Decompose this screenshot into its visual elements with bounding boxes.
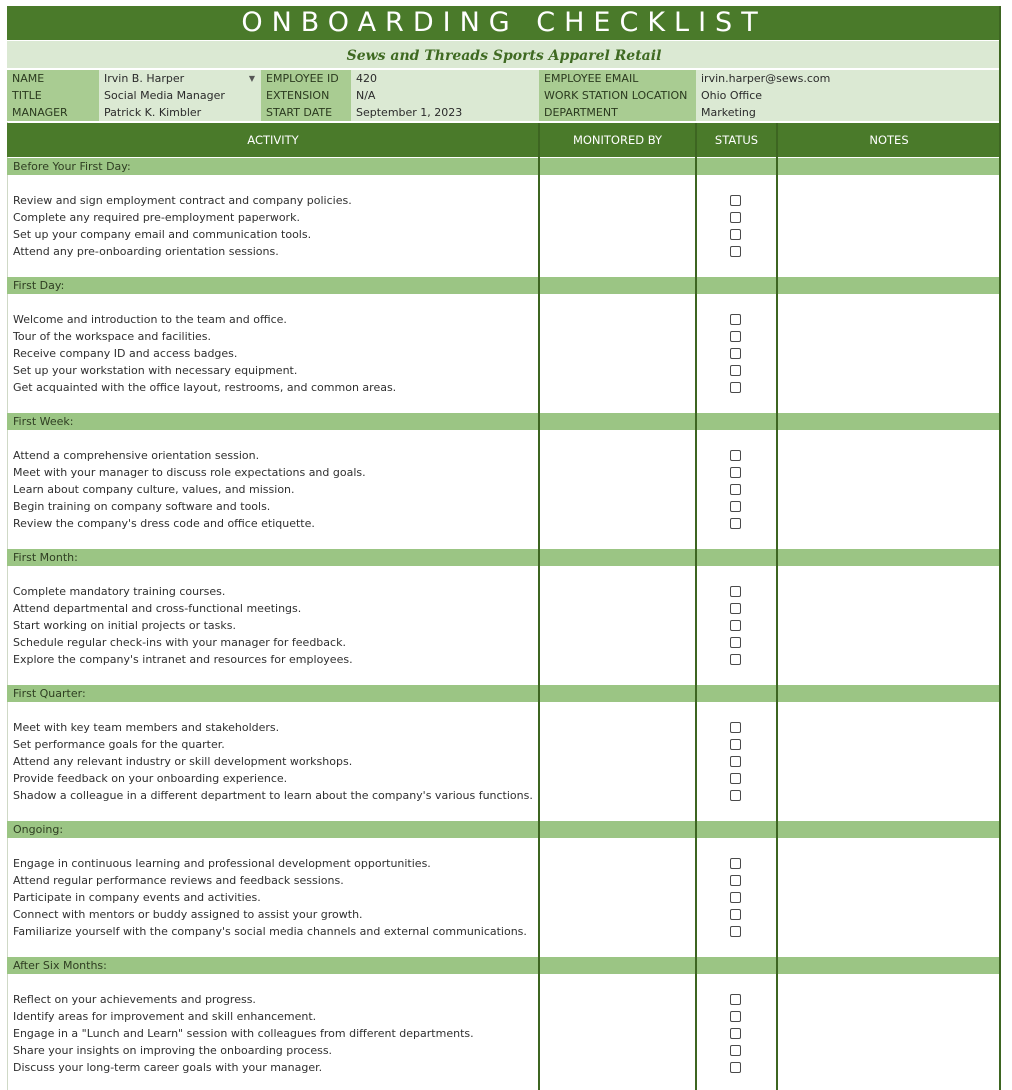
employee-email-label: EMPLOYEE EMAIL <box>539 70 696 87</box>
checklist-item: Review the company's dress code and office etiquette. <box>13 517 315 530</box>
section-header: After Six Months: <box>7 957 1001 974</box>
checklist-item: Receive company ID and access badges. <box>13 347 238 360</box>
checklist-item: Tour of the workspace and facilities. <box>13 330 211 343</box>
status-checkbox[interactable] <box>730 518 741 529</box>
checklist-item: Provide feedback on your onboarding experience. <box>13 772 288 785</box>
page-title: ONBOARDING CHECKLIST <box>7 6 1001 40</box>
column-divider <box>695 123 697 1090</box>
checklist-item: Meet with your manager to discuss role expectations and goals. <box>13 466 366 479</box>
name-label: NAME <box>7 70 99 87</box>
extension-value[interactable]: N/A <box>351 87 539 104</box>
name-dropdown[interactable] <box>99 70 261 87</box>
checklist-item: Engage in a "Lunch and Learn" session with colleagues from different departments. <box>13 1027 474 1040</box>
status-checkbox[interactable] <box>730 739 741 750</box>
sheet-right-border <box>999 6 1001 1090</box>
checklist-item: Discuss your long-term career goals with your manager. <box>13 1061 323 1074</box>
status-checkbox[interactable] <box>730 926 741 937</box>
status-checkbox[interactable] <box>730 875 741 886</box>
status-checkbox[interactable] <box>730 858 741 869</box>
status-checkbox[interactable] <box>730 1011 741 1022</box>
status-checkbox[interactable] <box>730 790 741 801</box>
status-checkbox[interactable] <box>730 637 741 648</box>
work-station-label: WORK STATION LOCATION <box>539 87 696 104</box>
checklist-item: Get acquainted with the office layout, restrooms, and common areas. <box>13 381 397 394</box>
checklist-item: Attend regular performance reviews and feedback sessions. <box>13 874 344 887</box>
status-checkbox[interactable] <box>730 484 741 495</box>
checklist-item: Welcome and introduction to the team and office. <box>13 313 287 326</box>
status-checkbox[interactable] <box>730 246 741 257</box>
status-checkbox[interactable] <box>730 382 741 393</box>
checklist-item: Identify areas for improvement and skill enhancement. <box>13 1010 317 1023</box>
status-checkbox[interactable] <box>730 501 741 512</box>
extension-label: EXTENSION <box>261 87 351 104</box>
name-value: Irvin B. Harper <box>104 72 185 85</box>
status-checkbox[interactable] <box>730 756 741 767</box>
checklist-item: Engage in continuous learning and professional development opportunities. <box>13 857 431 870</box>
checklist-item: Set up your workstation with necessary equipment. <box>13 364 298 377</box>
checklist-item: Attend any pre-onboarding orientation sessions. <box>13 245 279 258</box>
employee-info-block <box>7 70 1001 122</box>
department-value[interactable]: Marketing <box>696 104 1001 121</box>
status-checkbox[interactable] <box>730 212 741 223</box>
status-checkbox[interactable] <box>730 773 741 784</box>
status-checkbox[interactable] <box>730 467 741 478</box>
checklist-item: Complete mandatory training courses. <box>13 585 226 598</box>
checklist-item: Connect with mentors or buddy assigned to assist your growth. <box>13 908 363 921</box>
checklist-item: Participate in company events and activities. <box>13 891 261 904</box>
onboarding-checklist-sheet <box>7 6 1001 1090</box>
status-checkbox[interactable] <box>730 586 741 597</box>
checklist-item: Schedule regular check-ins with your manager for feedback. <box>13 636 346 649</box>
checklist-item: Familiarize yourself with the company's social media channels and external communications. <box>13 925 527 938</box>
work-station-value[interactable]: Ohio Office <box>696 87 1001 104</box>
checklist-item: Complete any required pre-employment paperwork. <box>13 211 300 224</box>
employee-id-label: EMPLOYEE ID <box>261 70 351 87</box>
section-header: First Quarter: <box>7 685 1001 702</box>
checklist-item: Begin training on company software and tools. <box>13 500 271 513</box>
status-checkbox[interactable] <box>730 348 741 359</box>
status-checkbox[interactable] <box>730 1028 741 1039</box>
column-divider <box>538 123 540 1090</box>
section-header: First Month: <box>7 549 1001 566</box>
checklist-item: Set performance goals for the quarter. <box>13 738 225 751</box>
checklist-item: Learn about company culture, values, and mission. <box>13 483 295 496</box>
status-checkbox[interactable] <box>730 994 741 1005</box>
checklist-item: Reflect on your achievements and progress. <box>13 993 256 1006</box>
section-header: Ongoing: <box>7 821 1001 838</box>
manager-value[interactable]: Patrick K. Kimbler <box>99 104 261 121</box>
checklist-item: Review and sign employment contract and company policies. <box>13 194 352 207</box>
employee-id-value[interactable]: 420 <box>351 70 539 87</box>
title-value[interactable]: Social Media Manager <box>99 87 261 104</box>
section-header: Before Your First Day: <box>7 158 1001 175</box>
status-checkbox[interactable] <box>730 1045 741 1056</box>
checklist-item: Meet with key team members and stakeholders. <box>13 721 280 734</box>
manager-label: MANAGER <box>7 104 99 121</box>
checklist-item: Start working on initial projects or tasks. <box>13 619 236 632</box>
table-header <box>7 123 1001 157</box>
checklist-item: Attend a comprehensive orientation session. <box>13 449 260 462</box>
monitored-by-column-header: MONITORED BY <box>572 133 663 147</box>
status-checkbox[interactable] <box>730 365 741 376</box>
status-checkbox[interactable] <box>730 603 741 614</box>
status-checkbox[interactable] <box>730 314 741 325</box>
title-label: TITLE <box>7 87 99 104</box>
status-checkbox[interactable] <box>730 722 741 733</box>
status-checkbox[interactable] <box>730 229 741 240</box>
column-divider <box>776 123 778 1090</box>
start-date-label: START DATE <box>261 104 351 121</box>
status-checkbox[interactable] <box>730 331 741 342</box>
company-subtitle: Sews and Threads Sports Apparel Retail <box>7 40 1001 70</box>
status-column-header: STATUS <box>714 133 759 147</box>
section-header: First Week: <box>7 413 1001 430</box>
status-checkbox[interactable] <box>730 654 741 665</box>
department-label: DEPARTMENT <box>539 104 696 121</box>
activity-column-header: ACTIVITY <box>247 133 299 147</box>
start-date-value[interactable]: September 1, 2023 <box>351 104 539 121</box>
checklist-item: Attend departmental and cross-functional meetings. <box>13 602 302 615</box>
employee-email-value[interactable]: irvin.harper@sews.com <box>696 70 1001 87</box>
notes-column-header: NOTES <box>869 133 909 147</box>
checklist-item: Attend any relevant industry or skill development workshops. <box>13 755 353 768</box>
checklist-item: Share your insights on improving the onboarding process. <box>13 1044 333 1057</box>
status-checkbox[interactable] <box>730 909 741 920</box>
status-checkbox[interactable] <box>730 620 741 631</box>
dropdown-arrow-icon[interactable]: ▼ <box>248 74 255 83</box>
status-checkbox[interactable] <box>730 195 741 206</box>
status-checkbox[interactable] <box>730 892 741 903</box>
checklist-item: Set up your company email and communication tools. <box>13 228 312 241</box>
section-header: First Day: <box>7 277 1001 294</box>
status-checkbox[interactable] <box>730 450 741 461</box>
status-checkbox[interactable] <box>730 1062 741 1073</box>
checklist-item: Explore the company's intranet and resources for employees. <box>13 653 353 666</box>
checklist-item: Shadow a colleague in a different department to learn about the company's various functions. <box>13 789 533 802</box>
